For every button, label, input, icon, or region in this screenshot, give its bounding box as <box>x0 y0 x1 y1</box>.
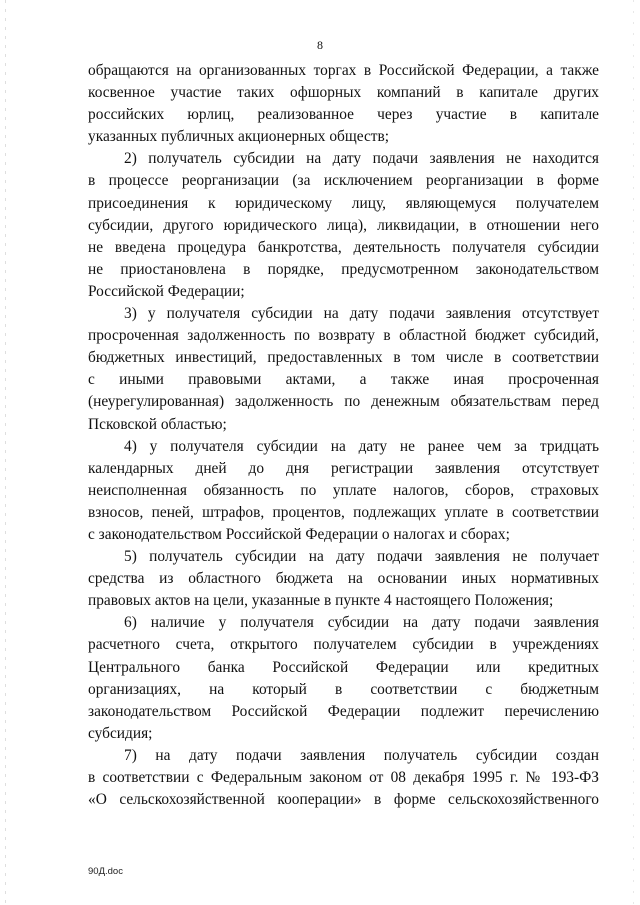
text-line: просроченная задолженность по возврату в областной бюджет субсидий, <box>88 327 599 345</box>
text-line: «О сельскохозяйственной кооперации» в форме сельскохозяйственного <box>88 791 599 809</box>
text-line: присоединения к юридическому лицу, являющемуся получателем <box>88 194 599 212</box>
text-line: организациях, на который в соответствии с бюджетным <box>88 680 599 698</box>
text-line: с иными правовыми актами, а также иная просроченная <box>88 371 599 389</box>
text-line: (неурегулированная) задолженность по денежным обязательствам перед <box>88 393 599 411</box>
text-line: правовых актов на цели, указанные в пункте 4 настоящего Положения; <box>88 592 554 610</box>
text-line: не приостановлена в порядке, предусмотренном законодательством <box>88 260 599 278</box>
document-body <box>88 60 599 811</box>
text-line: неисполненная обязанность по уплате налогов, сборов, страховых <box>88 481 599 499</box>
text-line: взносов, пеней, штрафов, процентов, подлежащих уплате в соответствии <box>88 503 599 521</box>
text-line: не введена процедура банкротства, деятельность получателя субсидии <box>88 238 599 256</box>
text-line: Псковской областью; <box>88 415 227 433</box>
text-line: Российской Федерации; <box>88 282 245 300</box>
footer-filename: 90Д.doc <box>88 866 123 877</box>
text-line: в соответствии с Федеральным законом от 08 декабря 1995 г. № 193-ФЗ <box>88 769 599 786</box>
text-line: 2) получатель субсидии на дату подачи заявления не находится <box>124 150 599 168</box>
text-line: в процессе реорганизации (за исключением реорганизации в форме <box>88 172 599 190</box>
scan-edge-left <box>5 0 6 905</box>
text-line: субсидия; <box>88 724 153 742</box>
page-number: 8 <box>317 38 323 52</box>
text-line: указанных публичных акционерных обществ; <box>88 128 390 146</box>
text-line: 5) получатель субсидии на дату подачи заявления не получает <box>124 548 599 566</box>
text-line: 7) на дату подачи заявления получатель субсидии создан <box>124 746 599 764</box>
text-line: бюджетных инвестиций, предоставленных в том числе в соответствии <box>88 349 599 367</box>
text-line: 4) у получателя субсидии на дату не ранее чем за тридцать <box>124 437 599 455</box>
text-line: расчетного счета, открытого получателем субсидии в учреждениях <box>88 636 599 654</box>
text-line: субсидии, другого юридического лица), ликвидации, в отношении него <box>88 216 599 234</box>
text-line: косвенное участие таких офшорных компаний в капитале других <box>88 84 599 102</box>
text-line: Центрального банка Российской Федерации или кредитных <box>88 658 599 676</box>
text-line: российских юрлиц, реализованное через участие в капитале <box>88 106 599 124</box>
text-line: обращаются на организованных торгах в Российской Федерации, а также <box>88 62 599 79</box>
text-line: с законодательством Российской Федерации о налогах и сборах; <box>88 525 510 543</box>
text-line: 6) наличие у получателя субсидии на дату подачи заявления <box>124 614 599 632</box>
text-line: 3) у получателя субсидии на дату подачи заявления отсутствует <box>124 305 599 323</box>
text-line: законодательством Российской Федерации подлежит перечислению <box>88 702 599 720</box>
text-line: средства из областного бюджета на основании иных нормативных <box>88 570 599 588</box>
text-line: календарных дней до дня регистрации заявления отсутствует <box>88 459 599 477</box>
scan-edge-right <box>633 0 634 905</box>
